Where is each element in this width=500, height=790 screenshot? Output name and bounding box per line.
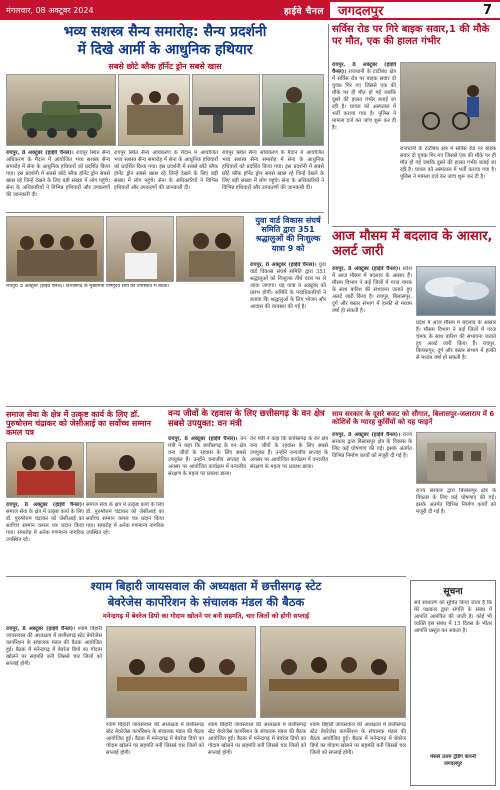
beverages-body-cont2: श्याम बिहारी जायसवाल की अध्यक्षता में छत्तीसगढ़ स्टेट बेवरेजेस कार्पोरेशन के संचालक मंडल की बैठक आयोजित हुई। बैठक में मनेन्द्रगढ़ में बेवरेज डिपो का गोदाम खोलने पर सहमति बनी जिससे चार जिलों को सप्लाई होगी। bbox=[208, 722, 306, 756]
army-photo-soldier bbox=[262, 74, 324, 146]
beverages-body-col3 bbox=[208, 722, 306, 786]
accident-scene-image bbox=[401, 63, 496, 142]
stage-image bbox=[87, 443, 164, 498]
beverages-body-col1 bbox=[6, 626, 102, 786]
weather-body-col1 bbox=[332, 266, 412, 386]
award-body: समाज सेवा के क्षेत्र में उत्कृष्ट कार्य के लिए डॉ. पुरुषोत्तम चंद्राकर को जेसीआई का सर्वोच्च सम्मान कमल पत्र प्रदान किया गया। समारोह में अनेक गणमान्य नागरिक उपस्थित रहे। bbox=[6, 509, 84, 543]
page-number: 7 bbox=[482, 2, 492, 18]
weather-headline: आज मौसम में बदलाव के आसार, अलर्ट जारी bbox=[332, 229, 493, 259]
award-headline: समाज सेवा के क्षेत्र में उत्कृष्ट कार्य के लिए डॉ. पुरुषोत्तम चंद्राकर को जेसीआई का सर्वोच्च सम्मान कमल पत्र bbox=[6, 410, 151, 438]
army-headline-2: में दिखे आर्मी के आधुनिक हथियार bbox=[77, 42, 253, 58]
notice-signature: मेसर्स उत्तम ट्रेडिंग कंपनी जगदलपुर bbox=[430, 754, 476, 767]
budget-body-col1 bbox=[332, 432, 412, 572]
section-divider-1 bbox=[6, 212, 324, 213]
page-header bbox=[0, 0, 500, 20]
meeting-photo-3 bbox=[176, 216, 244, 282]
wildlife-headline: वन्य जीवों के रहवास के लिए छत्तीसगढ़ के वन क्षेत्र सबसे उपयुक्त: वन मंत्री bbox=[168, 409, 325, 429]
building-image bbox=[417, 433, 496, 484]
officials-image bbox=[261, 627, 406, 718]
beverages-headline-1: श्याम बिहारी जायसवाल की अध्यक्षता में छत्तीसगढ़ स्टेट bbox=[90, 579, 322, 593]
issue-date: मंगलवार, 08 अक्टूबर 2024 bbox=[6, 5, 94, 15]
budget-headline: साय सरकार के दूसरे बजट को सौगात, बिलासपुर-जलाराम में 6 कोशिशें के ग्यारह कुर्सियों को यह फाइनें bbox=[332, 410, 495, 427]
bike-body-col1 bbox=[332, 62, 396, 222]
weather-body-cont: प्रदेश में आज मौसम में बदलाव के आसार हैं। मौसम विभाग ने कई जिलों में गरज चमक के साथ बारिश की संभावना जताते हुए अलर्ट जारी किया है। रायपुर, बिलासपुर, दुर्ग और बस्तर संभाग में हल्की से मध्यम वर्षा हो सकती है। bbox=[416, 320, 496, 361]
portrait-image bbox=[107, 217, 174, 282]
people-image bbox=[177, 217, 244, 282]
notice-body: सर्व साधारण को सूचित किया जाता है कि मेरे पक्षकार द्वारा संपत्ति के संबंध में आपत्ति आमंत्रित की जाती है। कोई भी व्यक्ति इस संबंध में 15 दिवस के भीतर आपत्ति प्रस्तुत कर सकता है। bbox=[414, 600, 492, 634]
ward-body-text: युवा वार्ड विकास संघर्ष समिति द्वारा 351 श्रद्धालुओं को निःशुल्क तीर्थ यात्रा पर ले जाया जाएगा। यह यात्रा 9 अक्टूबर को प्रारंभ होगी। समिति के पदाधिकारियों ने बताया कि श्रद्धालुओं के लिए भोजन और आवास की व्यवस्था की गई है। bbox=[250, 262, 326, 310]
army-body-col2 bbox=[114, 150, 218, 208]
bike-body-col2 bbox=[400, 146, 496, 222]
army-body-cont: रायपुर स्थित सैन्य अधिकरण के मैदान में आयोजित भव्य सशस्त्र सैन्य समारोह में सेना के आधुनिक हथियारों को प्रदर्शित किया गया। इस प्रदर्शनी में सबसे छोटे ब्लैक हॉर्नेट ड्रोन सबसे खास रहे जिन्हें देखने के लिए बड़ी संख्या में लोग पहुंचे। सेना के अधिकारियों ने विभिन्न हथियारों और उपकरणों की जानकारी दी। bbox=[114, 150, 218, 191]
section-divider-2 bbox=[332, 226, 496, 227]
section-divider-3 bbox=[6, 406, 496, 407]
budget-body-cont: राज्य सरकार द्वारा बिलासपुर क्षेत्र के विकास के लिए कई घोषणाएं की गईं। इसके अंतर्गत विभिन्न निर्माण कार्यों को मंजूरी दी गई है। bbox=[416, 488, 496, 515]
award-dateline: रायपुर, 8 अक्टूबर (हाईवे चैनल)। bbox=[6, 502, 84, 508]
header-red-band bbox=[0, 0, 330, 20]
legal-notice-box bbox=[410, 580, 496, 786]
award-body-col1 bbox=[6, 502, 84, 572]
wildlife-dateline: रायपुर, 8 अक्टूबर (हाईवे चैनल)। bbox=[168, 436, 238, 442]
budget-body-col2 bbox=[416, 488, 496, 572]
beverages-body-col2 bbox=[106, 722, 204, 786]
meeting-photo-1 bbox=[6, 216, 104, 282]
beverages-officials-photo bbox=[260, 626, 406, 718]
army-photo-weapon bbox=[192, 74, 260, 146]
weather-dateline: रायपुर, 8 अक्टूबर (हाईवे चैनल)। bbox=[332, 266, 401, 272]
bike-photo bbox=[400, 62, 496, 142]
weapon-image bbox=[193, 75, 260, 146]
award-ceremony-image bbox=[7, 443, 84, 498]
budget-photo bbox=[416, 432, 496, 484]
group-photo-image bbox=[7, 217, 104, 282]
wildlife-body: वन मंत्री ने कहा कि छत्तीसगढ़ के वन क्षेत्र वन्य जीवों के रहवास के लिए सबसे उपयुक्त हैं। उन्होंने वन्यजीव सप्ताह के अवसर पर आयोजित कार्यक्रम में वन्यजीव संरक्षण के महत्व पर प्रकाश डाला। bbox=[168, 436, 246, 477]
beverages-subhead: मनेन्द्रगढ़ में बेवरेज डिपो का गोदाम खोलने पर बनी सहमति, चार जिलों को होगी सप्लाई bbox=[102, 612, 310, 620]
army-body-cont2: रायपुर स्थित सैन्य अधिकरण के मैदान में आयोजित भव्य सशस्त्र सैन्य समारोह में सेना के आधुनिक हथियारों को प्रदर्शित किया गया। इस प्रदर्शनी में सबसे छोटे ब्लैक हॉर्नेट ड्रोन सबसे खास रहे जिन्हें देखने के लिए बड़ी संख्या में लोग पहुंचे। सेना के अधिकारियों ने विभिन्न हथियारों और उपकरणों की जानकारी दी। bbox=[222, 150, 324, 191]
weather-body: प्रदेश में आज मौसम में बदलाव के आसार हैं। मौसम विभाग ने कई जिलों में गरज चमक के साथ बारिश की संभावना जताते हुए अलर्ट जारी किया है। रायपुर, बिलासपुर, दुर्ग और बस्तर संभाग में हल्की से मध्यम वर्षा हो सकती है। bbox=[332, 266, 412, 314]
board-meeting-image bbox=[107, 627, 256, 718]
beverages-body: श्याम बिहारी जायसवाल की अध्यक्षता में छत्तीसगढ़ स्टेट बेवरेजेस कार्पोरेशन के संचालक मंडल की बैठक आयोजित हुई। बैठक में मनेन्द्रगढ़ में बेवरेज डिपो का गोदाम खोलने पर सहमति बनी जिससे चार जिलों को सप्लाई होगी। bbox=[6, 626, 102, 667]
beverages-body-col4 bbox=[310, 722, 406, 786]
ward-headline: युवा वार्ड विकास संघर्ष समिति द्वारा 351 श्रद्धालुओं की निःशुल्क यात्रा 9 को bbox=[255, 216, 321, 253]
bike-body: राजधानी के टाटीबंध क्षेत्र में सर्विस रोड पर बाइक सवार दो युवक गिर गए जिससे एक की मौके पर ही मौत हो गई जबकि दूसरे की हालत गंभीर बताई जा रही है। घायल को अस्पताल में भर्ती कराया गया है। पुलिस ने मामला दर्ज कर जांच शुरू कर दी है। bbox=[332, 69, 396, 131]
meeting-photo-2 bbox=[106, 216, 174, 282]
award-body-col2 bbox=[86, 502, 164, 572]
budget-dateline: रायपुर, 8 अक्टूबर (हाईवे चैनल)। bbox=[332, 432, 401, 438]
army-body: रायपुर स्थित सैन्य अधिकरण के मैदान में आयोजित भव्य सशस्त्र सैन्य समारोह में सेना के आधुनिक हथियारों को प्रदर्शित किया गया। इस प्रदर्शनी में सबसे छोटे ब्लैक हॉर्नेट ड्रोन सबसे खास रहे जिन्हें देखने के लिए बड़ी संख्या में लोग पहुंचे। सेना के अधिकारियों ने विभिन्न हथियारों और उपकरणों की जानकारी दी। bbox=[6, 150, 110, 198]
beverages-meeting-photo bbox=[106, 626, 256, 718]
bike-body-cont: राजधानी के टाटीबंध क्षेत्र में सर्विस रोड पर बाइक सवार दो युवक गिर गए जिससे एक की मौके पर ही मौत हो गई जबकि दूसरे की हालत गंभीर बताई जा रही है। घायल को अस्पताल में भर्ती कराया गया है। पुलिस ने मामला दर्ज कर जांच शुरू कर दी है। bbox=[400, 146, 496, 180]
ward-body bbox=[250, 262, 326, 404]
army-body-col1 bbox=[6, 150, 110, 208]
ward-dateline: रायपुर, 8 अक्टूबर (हाईवे चैनल)। bbox=[250, 262, 317, 268]
beverages-dateline: रायपुर, 8 अक्टूबर (हाईवे चैनल)। bbox=[6, 626, 76, 632]
meeting-caption: रायपुर। 8 अक्टूबर (हाईवे चैनल)। छत्तीसगढ़ के मुख्यमंत्री विष्णुदेव साय की उपस्थिति में बैठक। bbox=[6, 284, 170, 289]
weather-body-col2 bbox=[416, 320, 496, 386]
header-city-band bbox=[330, 0, 500, 20]
award-photo-1 bbox=[6, 442, 84, 498]
column-divider bbox=[328, 24, 329, 224]
city-name: जगदलपुर bbox=[338, 4, 384, 19]
award-body-cont: समाज सेवा के क्षेत्र में उत्कृष्ट कार्य के लिए डॉ. पुरुषोत्तम चंद्राकर को जेसीआई का सर्वोच्च सम्मान कमल पत्र प्रदान किया गया। समारोह में अनेक गणमान्य नागरिक उपस्थित रहे। bbox=[86, 502, 164, 536]
notice-title: सूचना bbox=[443, 587, 463, 597]
budget-body: राज्य सरकार द्वारा बिलासपुर क्षेत्र के विकास के लिए कई घोषणाएं की गईं। इसके अंतर्गत विभिन्न निर्माण कार्यों को मंजूरी दी गई है। bbox=[332, 432, 412, 459]
bike-dateline: रायपुर, 8 अक्टूबर (हाईवे चैनल)। bbox=[332, 62, 396, 75]
wildlife-body-col2 bbox=[250, 436, 328, 572]
beverages-headline-2: बेवरेजेस कार्पोरेशन के संचालक मंडल की बैठक bbox=[107, 595, 305, 609]
brand-name: हाईवे चैनल bbox=[284, 6, 324, 17]
crowd-image bbox=[119, 75, 190, 146]
army-headline-1: भव्य सशस्त्र सैन्य समारोह: सैन्य प्रदर्शनी bbox=[63, 24, 267, 40]
army-photo-tank bbox=[6, 74, 116, 146]
army-dateline: रायपुर, 8 अक्टूबर (हाईवे चैनल)। bbox=[6, 150, 74, 156]
beverages-body-cont3: श्याम बिहारी जायसवाल की अध्यक्षता में छत्तीसगढ़ स्टेट बेवरेजेस कार्पोरेशन के संचालक मंडल की बैठक आयोजित हुई। बैठक में मनेन्द्रगढ़ में बेवरेज डिपो का गोदाम खोलने पर सहमति बनी जिससे चार जिलों को सप्लाई होगी। bbox=[310, 722, 406, 756]
army-body-col3 bbox=[222, 150, 324, 208]
section-divider-4 bbox=[6, 576, 406, 577]
army-photo-crowd bbox=[118, 74, 190, 146]
clouds-image bbox=[417, 267, 496, 316]
wildlife-body-col1 bbox=[168, 436, 246, 572]
beverages-body-cont: श्याम बिहारी जायसवाल की अध्यक्षता में छत्तीसगढ़ स्टेट बेवरेजेस कार्पोरेशन के संचालक मंडल की बैठक आयोजित हुई। बैठक में मनेन्द्रगढ़ में बेवरेज डिपो का गोदाम खोलने पर सहमति बनी जिससे चार जिलों को सप्लाई होगी। bbox=[106, 722, 204, 756]
soldier-image bbox=[263, 75, 324, 146]
award-photo-2 bbox=[86, 442, 164, 498]
army-subhead: सबसे छोटे ब्लैक हॉर्नेट ड्रोन सबसे खास bbox=[108, 62, 222, 71]
wildlife-body-cont: वन मंत्री ने कहा कि छत्तीसगढ़ के वन क्षेत्र वन्य जीवों के रहवास के लिए सबसे उपयुक्त हैं। उन्होंने वन्यजीव सप्ताह के अवसर पर आयोजित कार्यक्रम में वन्यजीव संरक्षण के महत्व पर प्रकाश डाला। bbox=[250, 436, 328, 470]
weather-photo bbox=[416, 266, 496, 316]
bike-headline: सर्विस रोड पर गिरे बाइक सवार,1 की मौके पर मौत, एक की हालत गंभीर bbox=[332, 24, 490, 47]
tank-image bbox=[7, 75, 116, 146]
